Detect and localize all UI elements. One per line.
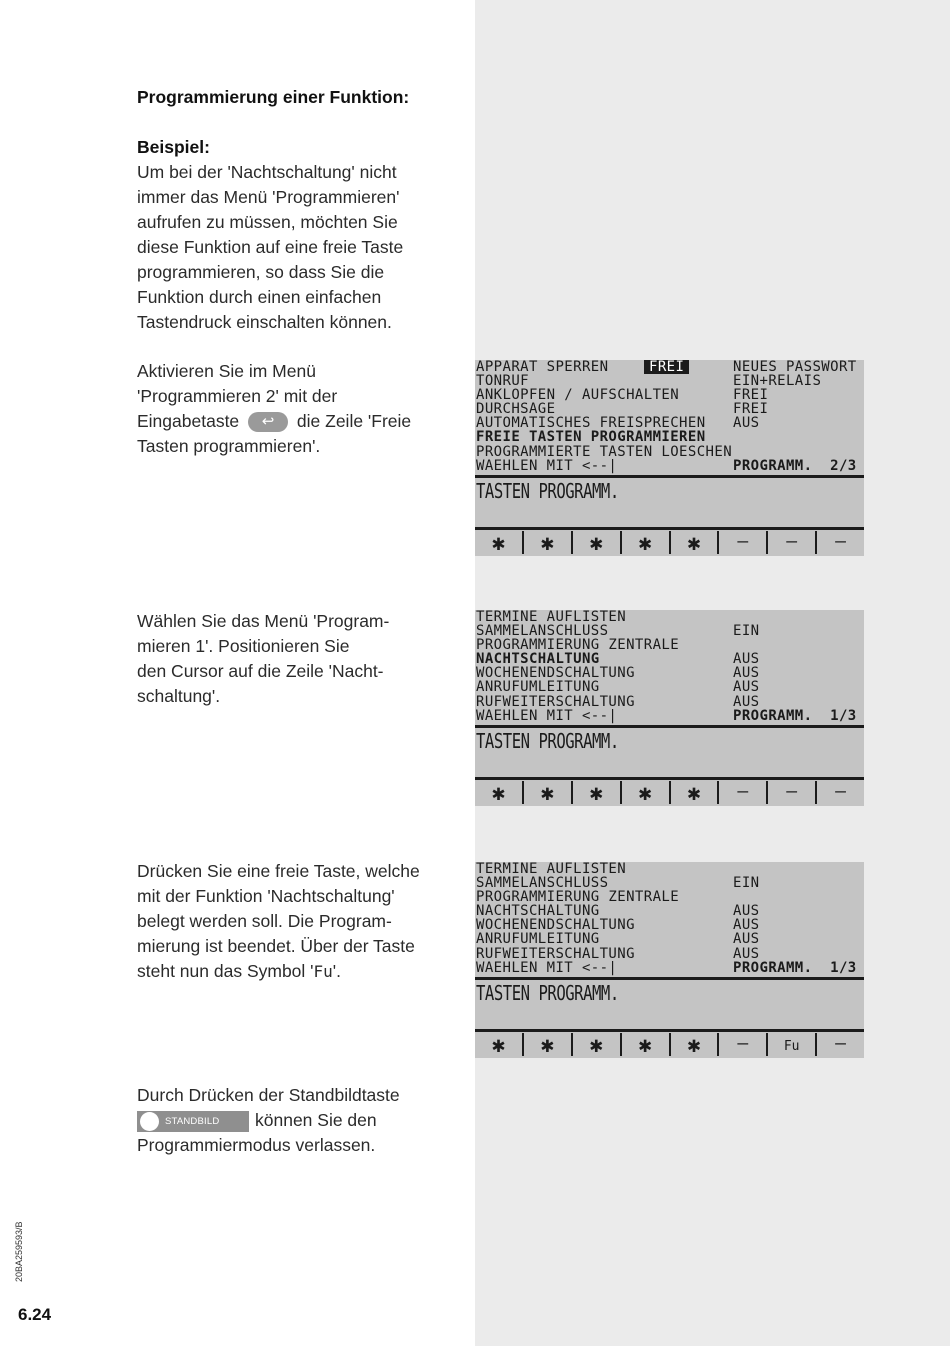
intro-line: diese Funktion auf eine freie Taste: [137, 237, 404, 257]
lcd-divider: [475, 977, 864, 980]
lcd-row-label: DURCHSAGE: [476, 401, 556, 418]
lcd-row: [476, 932, 864, 946]
lcd-menu-rows: [476, 610, 864, 723]
softkey-star-icon: ✱: [622, 1033, 671, 1056]
lcd-divider: [475, 777, 864, 780]
lcd-row-value: AUS: [733, 917, 760, 934]
lcd-row-value: EIN: [733, 875, 760, 892]
lcd-row-label: WOCHENENDSCHALTUNG: [476, 665, 635, 682]
lcd-row-value: NEUES PASSWORT: [733, 359, 857, 375]
standbild-key-label: STANDBILD: [165, 1115, 220, 1127]
lcd-row-label: TERMINE AUFLISTEN: [476, 609, 627, 625]
lcd-row-label: RUFWEITERSCHALTUNG: [476, 945, 635, 962]
step4-line: Durch Drücken der Standbildtaste: [137, 1085, 400, 1105]
step4-line: Programmiermodus verlassen.: [137, 1135, 376, 1155]
lcd-row-label: NACHTSCHALTUNG: [476, 651, 600, 668]
lcd-row: [476, 862, 864, 876]
lcd-row-label: PROGRAMMIERUNG ZENTRALE: [476, 637, 680, 654]
lcd-row-label: WOCHENENDSCHALTUNG: [476, 917, 635, 934]
lcd-row-value: FREI: [733, 387, 769, 404]
lcd-row-highlight: FREI: [644, 360, 689, 374]
lcd-row-label: ANRUFUMLEITUNG: [476, 679, 600, 696]
softkey-star-icon: ✱: [622, 531, 671, 554]
fu-symbol: Fu: [313, 962, 333, 981]
softkey-star-icon: ✱: [524, 1033, 573, 1056]
lcd-row: [476, 374, 864, 388]
lcd-menu-rows: [476, 862, 864, 975]
softkey-star-icon: ✱: [524, 531, 573, 554]
lcd-row: [476, 638, 864, 652]
lcd-status-title: TASTEN PROGRAMM.: [476, 479, 619, 503]
softkey-star-icon: ✱: [475, 781, 524, 804]
step4-instructions: [137, 1083, 457, 1158]
step2-line: schaltung'.: [137, 686, 221, 706]
lcd-page-indicator: PROGRAMM. 1/3: [733, 707, 857, 724]
lcd-status-title: TASTEN PROGRAMM.: [476, 981, 619, 1005]
intro-line: Funktion durch einen einfachen: [137, 287, 382, 307]
lcd-row: [476, 947, 864, 961]
lcd-row-label: NACHTSCHALTUNG: [476, 903, 600, 920]
lcd-row-label: WAEHLEN MIT <--|: [476, 457, 618, 474]
lcd-row: [476, 890, 864, 904]
lcd-row-label: PROGRAMMIERUNG ZENTRALE: [476, 889, 680, 906]
step4-line: [137, 1108, 457, 1133]
step3-instructions: [137, 859, 467, 984]
softkey-star-icon: ✱: [671, 781, 720, 804]
step2-line: Wählen Sie das Menü 'Program-: [137, 611, 390, 631]
lcd-row-value: AUS: [733, 931, 760, 948]
step2-instructions: [137, 609, 457, 709]
step1-line: Tasten programmieren'.: [137, 436, 321, 456]
lcd-row: [476, 876, 864, 890]
softkey-star-icon: ✱: [573, 1033, 622, 1056]
softkey-empty: —: [835, 781, 846, 802]
lcd-row: [476, 360, 864, 374]
lcd-menu-rows: [476, 360, 864, 473]
enter-key-icon: ↩: [248, 412, 288, 432]
step3-line: mit der Funktion 'Nachtschaltung': [137, 886, 395, 906]
lcd-row-value: AUS: [733, 693, 760, 710]
lcd-row-label: WAEHLEN MIT <--|: [476, 959, 618, 976]
softkey-empty: —: [719, 781, 768, 804]
lcd-divider: [475, 725, 864, 728]
softkey-empty: —: [835, 531, 846, 552]
lcd-row-label: RUFWEITERSCHALTUNG: [476, 693, 635, 710]
lcd-row: [476, 709, 864, 723]
softkey-empty: —: [768, 531, 817, 554]
lcd-row: [476, 402, 864, 416]
lcd-page-indicator: PROGRAMM. 1/3: [733, 959, 857, 976]
lcd-row-value: EIN: [733, 623, 760, 640]
standbild-circle-icon: [140, 1112, 159, 1131]
step2-line: mieren 1'. Positionieren Sie: [137, 636, 350, 656]
softkey-fu-label: Fu: [768, 1033, 817, 1056]
standbild-key-icon: [137, 1111, 249, 1132]
softkey-star-icon: ✱: [671, 531, 720, 554]
lcd-divider: [475, 475, 864, 478]
lcd-status-title: TASTEN PROGRAMM.: [476, 729, 619, 753]
step1-instructions: [137, 359, 457, 459]
page-number: 6.24: [18, 1305, 52, 1324]
lcd-row: [476, 695, 864, 709]
lcd-row-value: EIN+RELAIS: [733, 373, 822, 390]
lcd-row-value: FREI: [733, 401, 769, 418]
step1-line: Aktivieren Sie im Menü: [137, 361, 316, 381]
lcd-row-value: AUS: [733, 651, 760, 668]
lcd-row-selected: [476, 652, 864, 666]
example-label: Beispiel:: [137, 137, 210, 157]
lcd-row: [476, 445, 864, 459]
softkey-empty: —: [768, 781, 817, 804]
step3-line: mierung ist beendet. Über der Taste: [137, 936, 415, 956]
document-code: 20BA259593/B: [14, 1221, 24, 1282]
lcd-row-value: AUS: [733, 415, 760, 432]
lcd-row: [476, 680, 864, 694]
softkey-empty: —: [719, 1033, 768, 1056]
lcd-row: [476, 666, 864, 680]
lcd-softkey-row: [475, 531, 864, 554]
lcd-row-label: AUTOMATISCHES FREISPRECHEN: [476, 415, 706, 432]
softkey-star-icon: ✱: [573, 781, 622, 804]
lcd-row-value: AUS: [733, 903, 760, 920]
lcd-softkey-row: [475, 781, 864, 804]
lcd-row-label: ANKLOPFEN / AUFSCHALTEN: [476, 387, 680, 404]
page-heading: Programmierung einer Funktion:: [137, 87, 410, 107]
step2-line: den Cursor auf die Zeile 'Nacht-: [137, 661, 384, 681]
lcd-row: [476, 904, 864, 918]
intro-section: [137, 135, 457, 335]
softkey-star-icon: ✱: [671, 1033, 720, 1056]
step3-line: [137, 959, 467, 984]
lcd-page-indicator: PROGRAMM. 2/3: [733, 457, 857, 474]
lcd-row: [476, 918, 864, 932]
lcd-row: [476, 961, 864, 975]
step3-line: belegt werden soll. Die Program-: [137, 911, 392, 931]
lcd-row-label: FREIE TASTEN PROGRAMMIEREN: [476, 429, 706, 446]
lcd-row-value: AUS: [733, 945, 760, 962]
lcd-row: [476, 624, 864, 638]
lcd-row-label: TERMINE AUFLISTEN: [476, 861, 627, 877]
lcd-row-label: TONRUF: [476, 373, 529, 390]
lcd-display-after-programming: [475, 862, 864, 1058]
lcd-row-label: APPARAT SPERREN: [476, 359, 609, 375]
step1-line: [137, 409, 457, 434]
softkey-star-icon: ✱: [622, 781, 671, 804]
intro-line: programmieren, so dass Sie die: [137, 262, 385, 282]
lcd-softkey-row: [475, 1033, 864, 1056]
lcd-row: [476, 459, 864, 473]
intro-line: aufrufen zu müssen, möchten Sie: [137, 212, 398, 232]
lcd-row-label: SAMMELANSCHLUSS: [476, 875, 609, 892]
lcd-row-label: ANRUFUMLEITUNG: [476, 931, 600, 948]
softkey-star-icon: ✱: [524, 781, 573, 804]
step3-text: '.: [332, 961, 341, 981]
lcd-row-label: PROGRAMMIERTE TASTEN LOESCHEN: [476, 443, 733, 460]
step1-text: die Zeile 'Freie: [296, 411, 412, 431]
lcd-divider: [475, 1029, 864, 1032]
lcd-row: [476, 388, 864, 402]
step4-text: können Sie den: [255, 1110, 377, 1130]
softkey-star-icon: ✱: [475, 1033, 524, 1056]
step3-text: steht nun das Symbol ': [137, 961, 314, 981]
step1-text: Eingabetaste: [137, 411, 240, 431]
intro-line: immer das Menü 'Programmieren': [137, 187, 400, 207]
softkey-empty: —: [835, 1033, 846, 1054]
intro-line: Tastendruck einschalten können.: [137, 312, 392, 332]
intro-line: Um bei der 'Nachtschaltung' nicht: [137, 162, 397, 182]
lcd-row: [476, 610, 864, 624]
softkey-empty: —: [719, 531, 768, 554]
lcd-row: [476, 416, 864, 430]
step1-line: 'Programmieren 2' mit der: [137, 386, 338, 406]
step3-line: Drücken Sie eine freie Taste, welche: [137, 861, 420, 881]
lcd-row-selected: [476, 430, 864, 444]
lcd-display-programmieren-2: [475, 360, 864, 556]
softkey-star-icon: ✱: [475, 531, 524, 554]
lcd-row-value: AUS: [733, 679, 760, 696]
lcd-row-label: WAEHLEN MIT <--|: [476, 707, 618, 724]
lcd-row-label: SAMMELANSCHLUSS: [476, 623, 609, 640]
softkey-star-icon: ✱: [573, 531, 622, 554]
lcd-display-programmieren-1: [475, 610, 864, 806]
lcd-row-value: AUS: [733, 665, 760, 682]
lcd-divider: [475, 527, 864, 530]
